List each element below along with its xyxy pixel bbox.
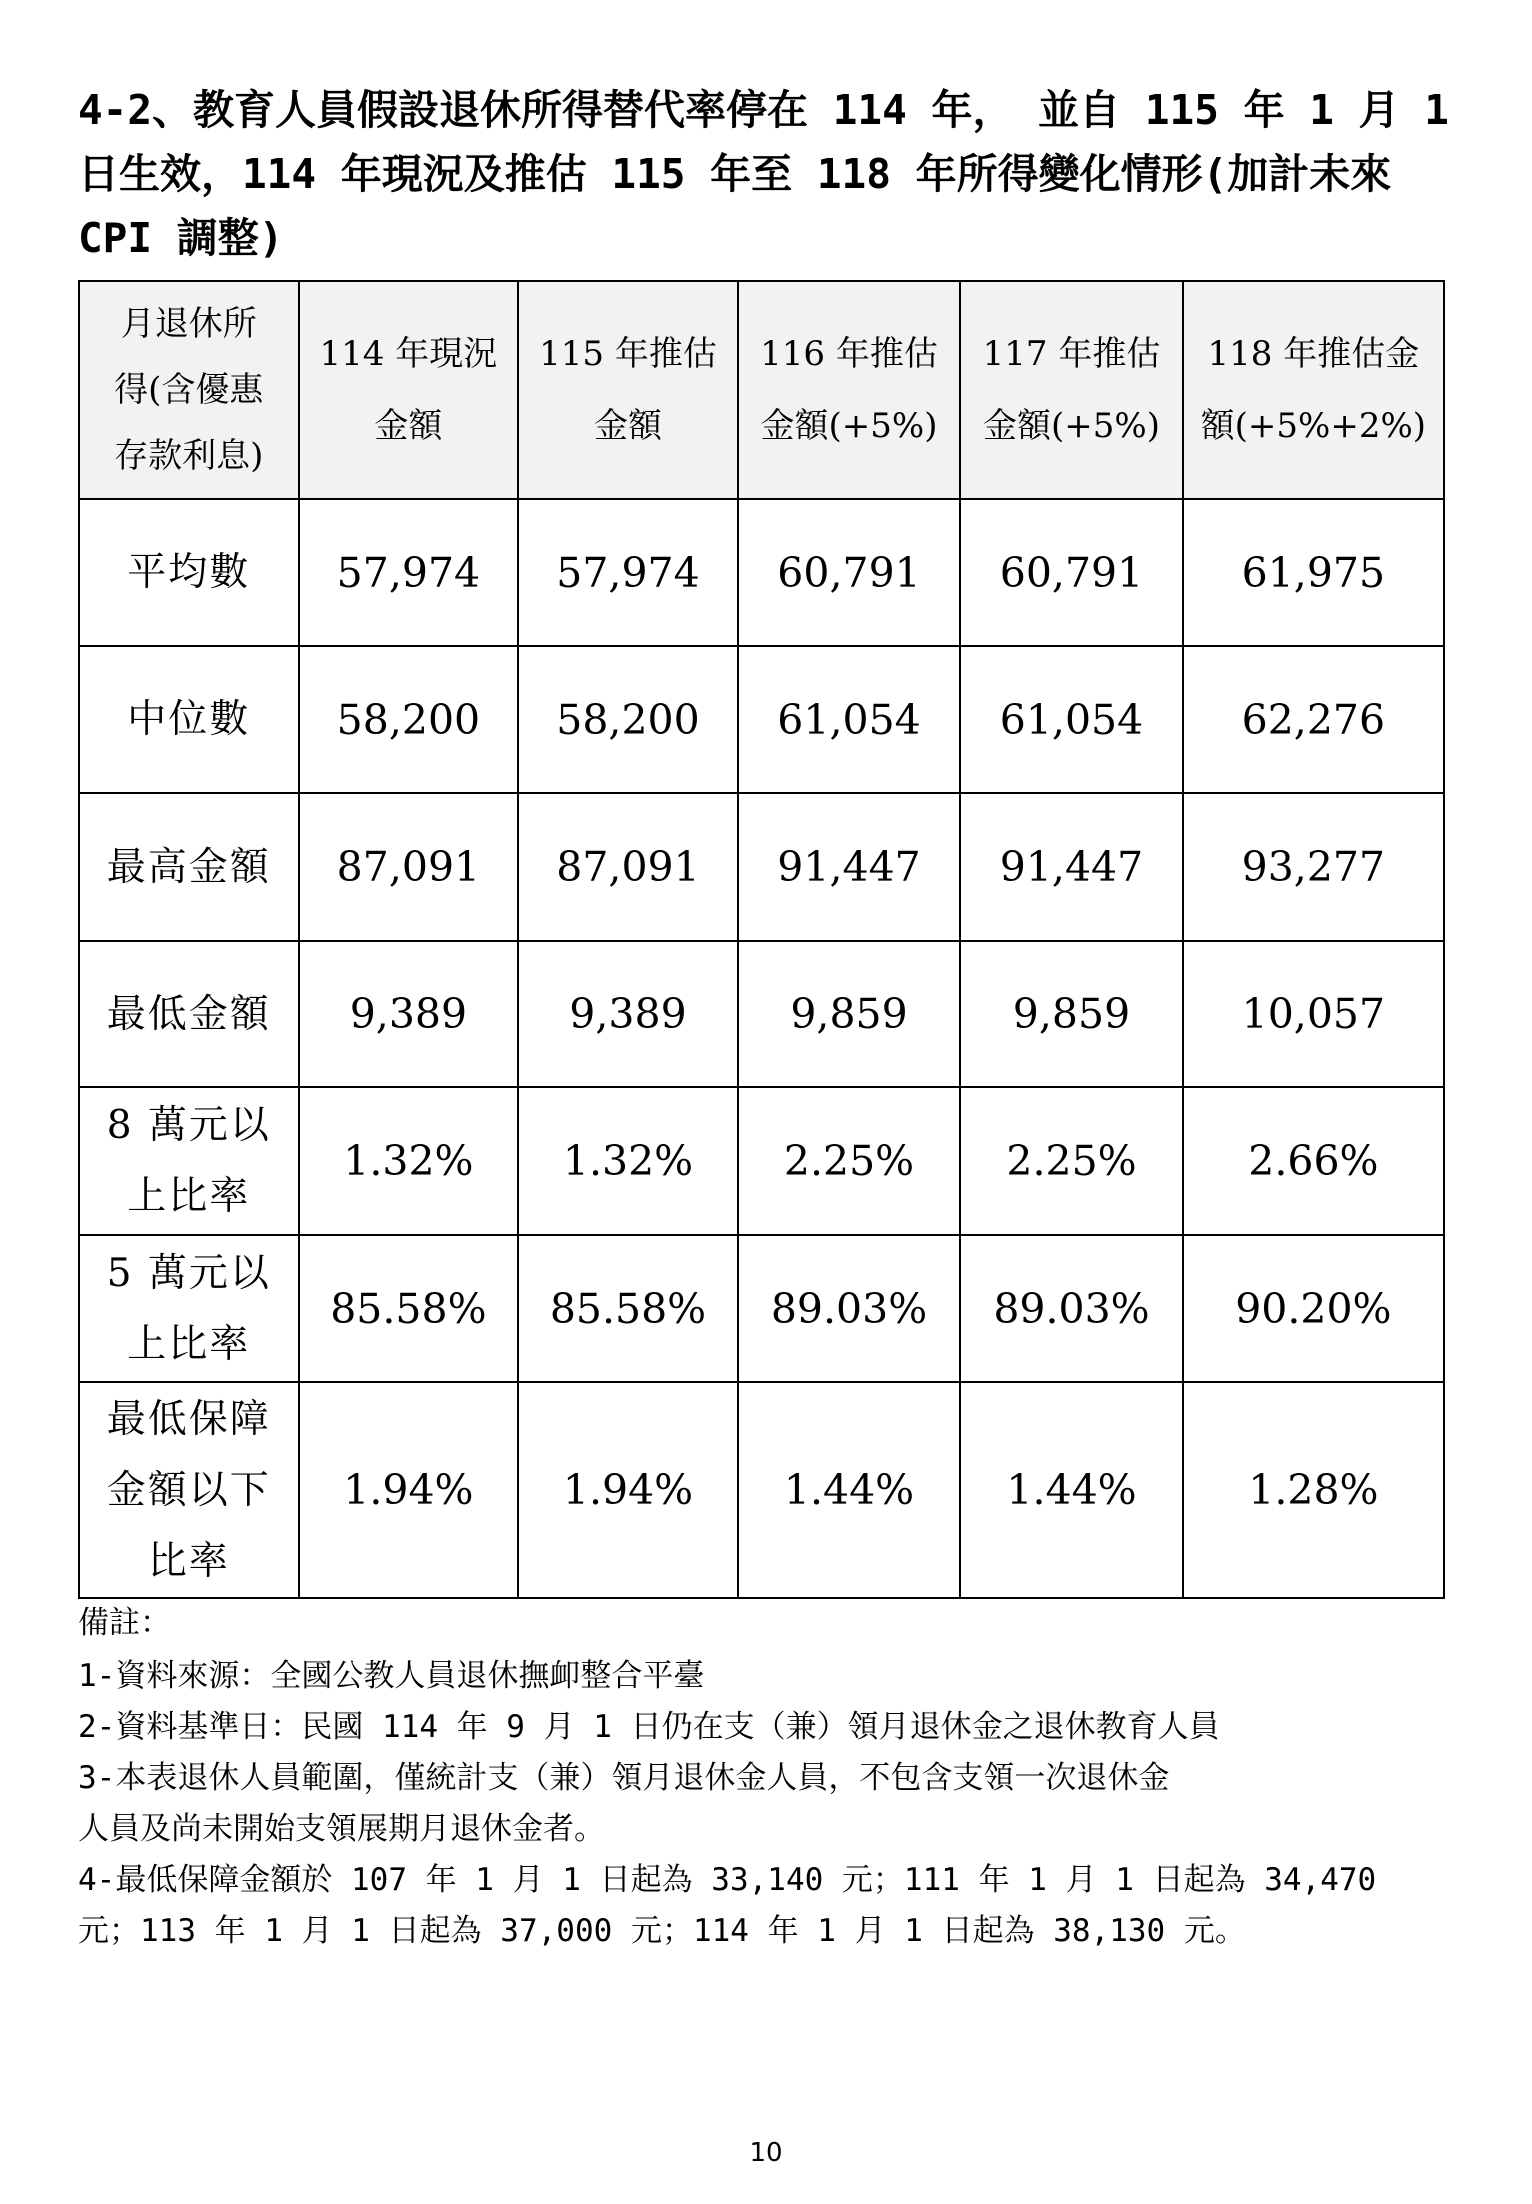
row-label-median [79, 646, 299, 793]
heading-line-1: 4-2、教育人員假設退休所得替代率停在 114 年， 並自 115 年 1 月 1 [78, 86, 1449, 134]
note-item: 4-最低保障金額於 107 年 1 月 1 日起為 33,140 元；111 年 1 月 1 日起為 34,470 [78, 1862, 1377, 1898]
table-cell: 91,447 [738, 793, 960, 941]
row-label-line: 最低保障 [106, 1396, 271, 1442]
column-header-line: 118 年推估金 [1207, 334, 1420, 374]
note-item: 元；113 年 1 月 1 日起為 37,000 元；114 年 1 月 1 日起為 38,130 元。 [78, 1913, 1246, 1949]
table-cell: 9,859 [738, 941, 960, 1087]
table-cell: 85.58% [518, 1235, 738, 1382]
income-projection-table [78, 280, 1445, 1599]
row-label-line: 中位數 [127, 697, 251, 742]
table-cell: 61,054 [738, 646, 960, 793]
table-header-row [79, 281, 1444, 499]
table-cell: 57,974 [299, 499, 519, 646]
section-heading [78, 78, 1458, 270]
table-cell: 2.25% [960, 1087, 1182, 1235]
table-cell: 58,200 [518, 646, 738, 793]
table-cell: 2.25% [738, 1087, 960, 1235]
column-header-line: 金額(+5%) [983, 406, 1160, 446]
heading-line-3: CPI 調整) [78, 214, 284, 262]
notes-section [78, 1598, 1458, 1957]
table-cell: 90.20% [1183, 1235, 1444, 1382]
table-cell: 60,791 [960, 499, 1182, 646]
column-header-line: 116 年推估 [760, 334, 938, 374]
table-cell: 87,091 [518, 793, 738, 941]
table-cell: 87,091 [299, 793, 519, 941]
corner-header-line: 得(含優惠 [114, 370, 264, 410]
table-row-above-50k [79, 1235, 1444, 1382]
column-header-line: 金額 [374, 406, 443, 446]
table-row-average [79, 499, 1444, 646]
note-item: 2-資料基準日：民國 114 年 9 月 1 日仍在支（兼）領月退休金之退休教育人員 [78, 1709, 1220, 1745]
note-item: 1-資料來源：全國公教人員退休撫卹整合平臺 [78, 1658, 705, 1694]
table-cell: 1.44% [960, 1382, 1182, 1598]
column-header-114 [299, 281, 519, 499]
table-cell: 61,975 [1183, 499, 1444, 646]
column-header-line: 117 年推估 [982, 334, 1161, 374]
row-label-line: 8 萬元以 [106, 1103, 271, 1148]
table-cell: 1.44% [738, 1382, 960, 1598]
table-cell: 93,277 [1183, 793, 1444, 941]
row-label-line: 平均數 [127, 550, 251, 595]
page-number: 10 [749, 2138, 783, 2168]
table-cell: 57,974 [518, 499, 738, 646]
note-item: 人員及尚未開始支領展期月退休金者。 [78, 1811, 605, 1847]
row-label-maximum [79, 793, 299, 941]
heading-line-2: 日生效，114 年現況及推估 115 年至 118 年所得變化情形(加計未來 [78, 150, 1392, 198]
table-cell: 61,054 [960, 646, 1182, 793]
column-header-line: 額(+5%+2%) [1200, 406, 1427, 446]
row-label-line: 上比率 [127, 1321, 251, 1367]
table-cell: 1.94% [299, 1382, 519, 1598]
table-cell: 1.28% [1183, 1382, 1444, 1598]
table-cell: 9,389 [299, 941, 519, 1087]
row-label-above-50k [79, 1235, 299, 1382]
notes-title: 備註： [78, 1605, 171, 1641]
row-label-average [79, 499, 299, 646]
column-header-116 [738, 281, 960, 499]
table-cell: 1.32% [299, 1087, 519, 1235]
column-header-line: 金額(+5%) [760, 406, 938, 446]
table-cell: 62,276 [1183, 646, 1444, 793]
column-header-line: 金額 [593, 406, 662, 446]
row-label-minimum [79, 941, 299, 1087]
table-row-minimum [79, 941, 1444, 1087]
table-cell: 89.03% [960, 1235, 1182, 1382]
corner-header-line: 存款利息) [114, 436, 264, 476]
column-header-118 [1183, 281, 1444, 499]
table-cell: 89.03% [738, 1235, 960, 1382]
table-cell: 1.94% [518, 1382, 738, 1598]
table-row-median [79, 646, 1444, 793]
column-header-115 [518, 281, 738, 499]
table-cell: 1.32% [518, 1087, 738, 1235]
column-header-117 [960, 281, 1182, 499]
row-label-below-minimum-guarantee [79, 1382, 299, 1598]
table-cell: 9,389 [518, 941, 738, 1087]
table-cell: 85.58% [299, 1235, 519, 1382]
row-label-line: 5 萬元以 [106, 1250, 271, 1296]
table-cell: 91,447 [960, 793, 1182, 941]
note-item: 3-本表退休人員範圍，僅統計支（兼）領月退休金人員，不包含支領一次退休金 [78, 1760, 1170, 1796]
table-row-maximum [79, 793, 1444, 941]
table-row-below-minimum-guarantee [79, 1382, 1444, 1598]
row-label-line: 上比率 [127, 1174, 251, 1219]
table-cell: 60,791 [738, 499, 960, 646]
column-header-line: 114 年現況 [319, 334, 498, 374]
row-label-line: 最低金額 [106, 991, 271, 1037]
corner-header-line: 月退休所 [120, 304, 257, 344]
corner-header [79, 281, 299, 499]
table-cell: 9,859 [960, 941, 1182, 1087]
table-cell: 2.66% [1183, 1087, 1444, 1235]
table-cell: 58,200 [299, 646, 519, 793]
row-label-line: 比率 [147, 1538, 230, 1584]
column-header-line: 115 年推估 [539, 334, 717, 374]
row-label-line: 金額以下 [106, 1467, 271, 1513]
row-label-line: 最高金額 [106, 844, 271, 890]
table-cell: 10,057 [1183, 941, 1444, 1087]
row-label-above-80k [79, 1087, 299, 1235]
table-row-above-80k [79, 1087, 1444, 1235]
